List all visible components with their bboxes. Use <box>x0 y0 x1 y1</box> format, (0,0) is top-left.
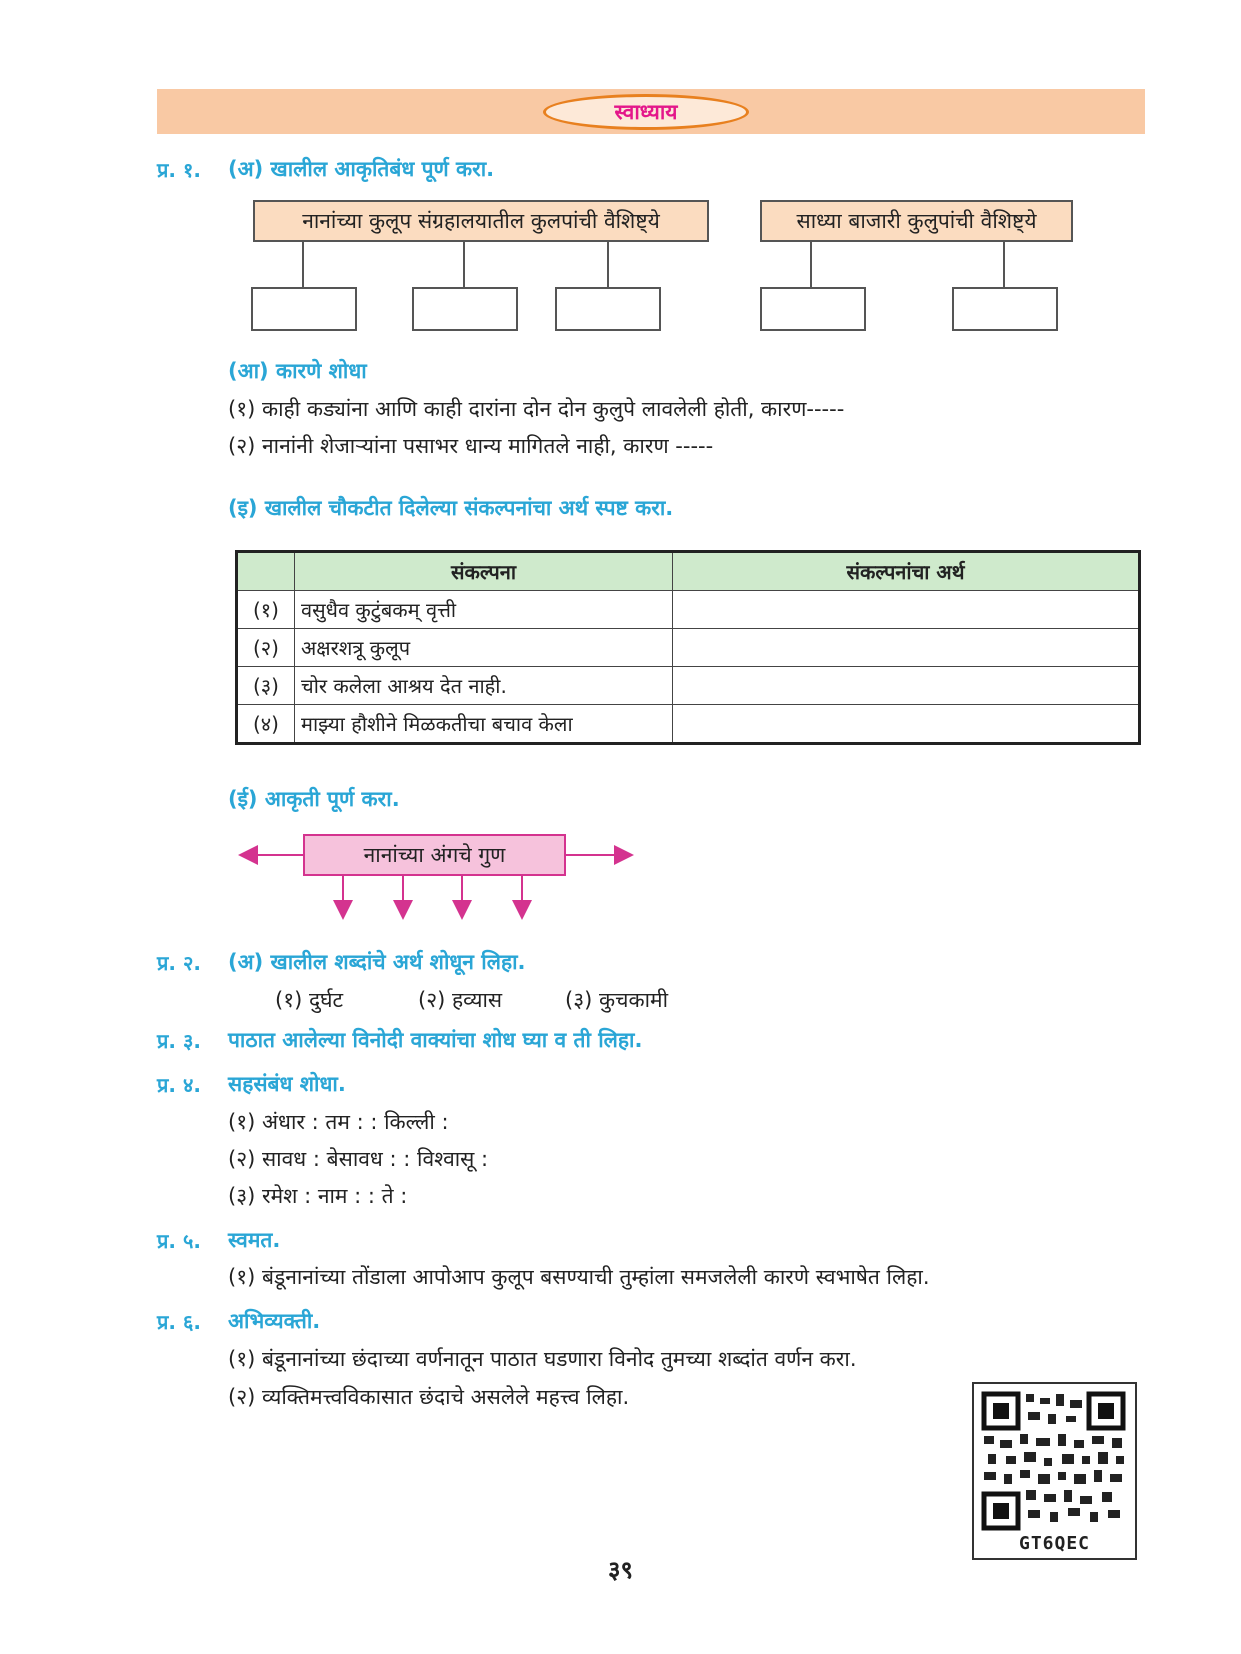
row-concept: माझ्या हौशीने मिळकतीचा बचाव केला <box>295 705 673 744</box>
q1a-heading: (अ) खालील आकृतिबंध पूर्ण करा. <box>228 157 495 181</box>
page-number: ३९ <box>608 1556 633 1584</box>
row-concept: वसुधैव कुटुंबकम् वृत्ती <box>295 591 673 629</box>
analogy-item: (१) अंधार : तम : : किल्ली : <box>228 1110 449 1134</box>
q4-heading: सहसंबंध शोधा. <box>228 1072 346 1096</box>
analogy-item: (३) रमेश : नाम : : ते : <box>228 1184 408 1208</box>
q1aa-heading: (आ) कारणे शोधा <box>228 359 367 383</box>
q6-number: प्र. ६. <box>157 1310 201 1334</box>
qualities-center-box: नानांच्या अंगचे गुण <box>303 834 566 876</box>
qr-pattern <box>974 1384 1135 1534</box>
q4-number: प्र. ४. <box>157 1073 201 1097</box>
word-item: (३) कुचकामी <box>565 988 669 1012</box>
q3-number: प्र. ३. <box>157 1029 201 1053</box>
q1ii-heading: (ई) आकृती पूर्ण करा. <box>228 787 400 811</box>
row-concept: अक्षरशत्रू कुलूप <box>295 629 673 667</box>
expression-item: (१) बंडूनानांच्या छंदाच्या वर्णनातून पाठात घडणारा विनोद तुमच्या शब्दांत वर्णन करा. <box>228 1347 857 1371</box>
q3-heading: पाठात आलेल्या विनोदी वाक्यांचा शोध घ्या व ती लिहा. <box>228 1028 643 1052</box>
word-item: (२) हव्यास <box>418 988 503 1012</box>
q2-number: प्र. २. <box>157 951 201 975</box>
concept-box-right: साध्या बाजारी कुलुपांची वैशिष्ट्ये <box>760 200 1073 242</box>
list-item: (१) काही कड्यांना आणि काही दारांना दोन दोन कुलुपे लावलेली होती, कारण----- <box>228 397 845 421</box>
row-number: (१) <box>237 591 295 629</box>
concept-box-left: नानांच्या कुलूप संग्रहालयातील कुलपांची वैशिष्ट्ये <box>253 200 709 242</box>
analogy-item: (२) सावध : बेसावध : : विश्वासू : <box>228 1147 489 1171</box>
row-number: (२) <box>237 629 295 667</box>
page-title: स्वाध्याय <box>543 94 749 130</box>
q2-heading: (अ) खालील शब्दांचे अर्थ शोधून लिहा. <box>228 950 526 974</box>
row-number: (३) <box>237 667 295 705</box>
q5-heading: स्वमत. <box>228 1228 281 1252</box>
word-item: (१) दुर्घट <box>275 988 344 1012</box>
q5-number: प्र. ५. <box>157 1229 201 1253</box>
row-concept: चोर कलेला आश्रय देत नाही. <box>295 667 673 705</box>
list-item: (२) नानांनी शेजाऱ्यांना पसाभर धान्य मागितले नाही, कारण ----- <box>228 434 714 458</box>
opinion-item: (१) बंडूनानांच्या तोंडाला आपोआप कुलूप बसण्याची तुम्हांला समजलेली कारणे स्वभाषेत लिहा. <box>228 1265 930 1289</box>
q1-number: प्र. १. <box>157 158 201 182</box>
table-header-concept: संकल्पना <box>295 552 673 591</box>
table-header-meaning: संकल्पनांचा अर्थ <box>673 552 1140 591</box>
expression-item: (२) व्यक्तिमत्त्वविकासात छंदाचे असलेले महत्त्व लिहा. <box>228 1385 630 1409</box>
row-number: (४) <box>237 705 295 744</box>
qr-code-label: GT6QEC <box>1018 1533 1091 1554</box>
q1i-heading: (इ) खालील चौकटीत दिलेल्या संकल्पनांचा अर्थ स्पष्ट करा. <box>228 496 674 520</box>
q6-heading: अभिव्यक्ती. <box>228 1309 321 1333</box>
